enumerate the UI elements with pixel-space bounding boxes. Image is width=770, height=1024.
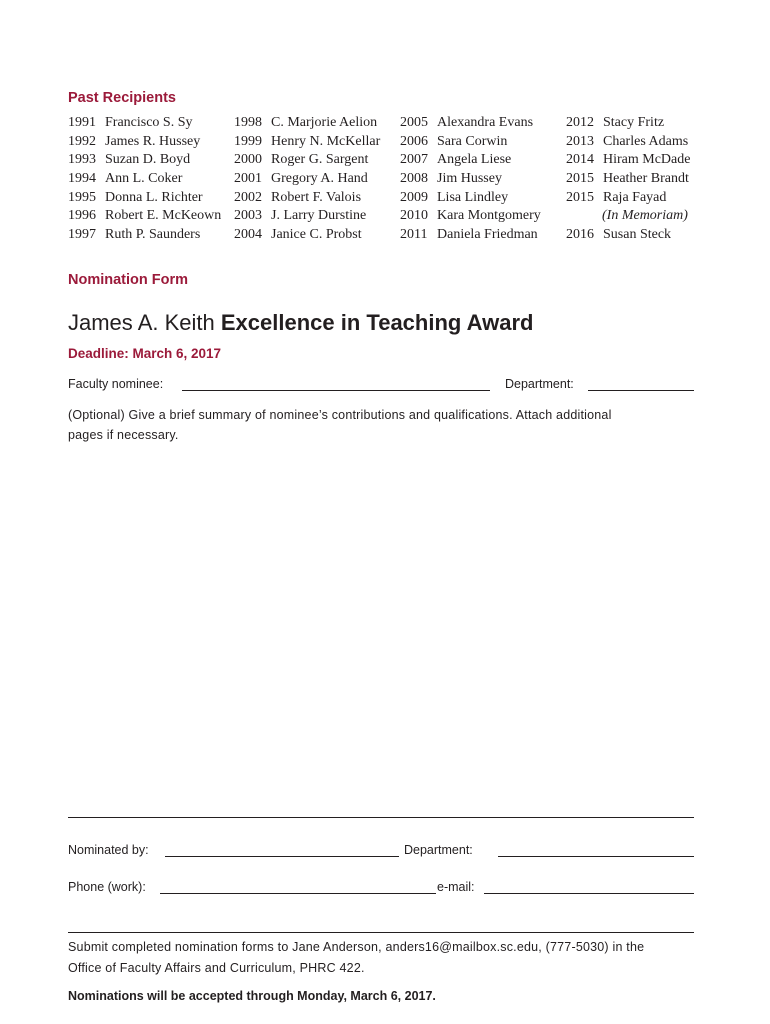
recipient-row (400, 114, 541, 133)
recipient-name: Henry N. McKellar (271, 133, 381, 149)
recipient-name: Suzan D. Boyd (105, 152, 191, 168)
recipient-name: Jim Hussey (437, 171, 502, 187)
recipient-row (400, 207, 541, 226)
recipient-row (566, 170, 690, 189)
recipient-year: 2006 (400, 133, 428, 149)
recipient-name: Robert F. Valois (271, 189, 362, 205)
recipient-year: 2015 (566, 171, 594, 187)
recipient-year: 2007 (400, 152, 428, 168)
phone-field[interactable] (160, 893, 436, 894)
recipient-year: 2005 (400, 115, 428, 130)
recipient-year: 2010 (400, 208, 428, 224)
recipient-row (566, 189, 690, 208)
recipient-year: 1999 (234, 133, 262, 149)
recipients-column-2 (234, 114, 380, 245)
recipient-year: 2012 (566, 115, 594, 130)
recipient-year: 2009 (400, 189, 428, 205)
recipient-name: Kara Montgomery (437, 208, 541, 224)
recipient-name: Robert E. McKeown (105, 208, 222, 224)
recipient-row (566, 226, 690, 245)
recipient-row (68, 207, 221, 226)
recipient-memoriam-note-row (566, 207, 690, 226)
recipient-row (234, 207, 380, 226)
recipient-row (68, 226, 221, 245)
recipient-name: Roger G. Sargent (271, 152, 369, 168)
department-field[interactable] (588, 390, 694, 391)
recipient-name: Ann L. Coker (105, 171, 183, 187)
recipient-name: C. Marjorie Aelion (271, 115, 378, 130)
recipient-name: Angela Liese (437, 152, 512, 168)
recipient-year: 2001 (234, 171, 262, 187)
department-label: Department: (505, 377, 574, 391)
nominated-by-field[interactable] (165, 856, 399, 857)
recipient-row (234, 133, 380, 152)
recipient-year: 2014 (566, 152, 594, 168)
recipients-column-3 (400, 114, 541, 245)
recipient-name: J. Larry Durstine (271, 208, 367, 224)
recipient-name: Gregory A. Hand (271, 171, 368, 187)
recipient-name: Stacy Fritz (603, 115, 665, 130)
recipient-row (68, 151, 221, 170)
past-recipients-heading: Past Recipients (68, 90, 176, 106)
recipient-year: 1995 (68, 189, 96, 205)
email-label: e-mail: (437, 880, 475, 894)
recipient-year: 1992 (68, 133, 96, 149)
award-title-bold: Excellence in Teaching Award (220, 310, 534, 335)
recipient-year: 2003 (234, 208, 262, 224)
recipient-year: 2004 (234, 227, 262, 243)
closing-note: Nominations will be accepted through Monday, March 6, 2017. (68, 989, 436, 1003)
recipient-year: 1998 (234, 115, 262, 130)
recipient-name: Donna L. Richter (105, 189, 203, 205)
submit-line-1: Submit completed nomination forms to Jane Anderson, anders16@mailbox.sc.edu, (777-5030) in the (68, 940, 645, 954)
submit-instructions (68, 937, 728, 979)
recipient-row (68, 114, 221, 133)
recipient-year: 1994 (68, 171, 96, 187)
recipient-name: Lisa Lindley (437, 189, 509, 205)
recipient-name: Daniela Friedman (437, 227, 538, 243)
recipient-row (234, 226, 380, 245)
recipient-year: 2000 (234, 152, 262, 168)
recipient-name: Francisco S. Sy (105, 115, 193, 130)
recipient-row (234, 170, 380, 189)
recipient-name: Ruth P. Saunders (105, 227, 201, 243)
recipients-column-1 (68, 114, 221, 245)
award-title (68, 310, 533, 336)
recipient-year: 2008 (400, 171, 428, 187)
recipient-name: Janice C. Probst (271, 227, 362, 243)
phone-label: Phone (work): (68, 880, 146, 894)
nominated-by-label: Nominated by: (68, 843, 149, 857)
recipient-row (234, 151, 380, 170)
recipient-name: Sara Corwin (437, 133, 508, 149)
recipient-name: Alexandra Evans (437, 115, 534, 130)
recipient-row (400, 226, 541, 245)
summary-line-2: pages if necessary. (68, 428, 179, 442)
recipient-year: 2002 (234, 189, 262, 205)
deadline: Deadline: March 6, 2017 (68, 346, 222, 361)
in-memoriam-note: (In Memoriam) (602, 208, 688, 224)
recipient-year: 2013 (566, 133, 594, 149)
recipient-row (400, 189, 541, 208)
recipient-name: Hiram McDade (603, 152, 691, 168)
recipient-row (400, 151, 541, 170)
recipient-year: 2011 (400, 227, 428, 243)
recipient-year: 2015 (566, 189, 594, 205)
award-title-name: James A. Keith (68, 310, 215, 335)
faculty-nominee-field[interactable] (182, 390, 490, 391)
recipient-row (234, 189, 380, 208)
department-field-2[interactable] (498, 856, 694, 857)
divider (68, 817, 694, 818)
recipient-year: 2016 (566, 227, 594, 243)
recipient-row (566, 133, 690, 152)
recipient-name: James R. Hussey (105, 133, 201, 149)
recipient-row (234, 114, 380, 133)
recipient-name: Heather Brandt (603, 171, 689, 187)
recipient-row (68, 133, 221, 152)
summary-instructions (68, 405, 708, 445)
department-label-2: Department: (404, 843, 473, 857)
recipient-row (400, 170, 541, 189)
recipient-row (68, 189, 221, 208)
recipient-row (566, 114, 690, 133)
recipient-name: Charles Adams (603, 133, 689, 149)
divider (68, 932, 694, 933)
recipient-row (566, 151, 690, 170)
recipient-name: Susan Steck (603, 227, 672, 243)
summary-textarea[interactable] (68, 448, 694, 816)
email-field[interactable] (484, 893, 694, 894)
recipient-row (68, 170, 221, 189)
recipients-column-4 (566, 114, 690, 245)
recipient-year: 1996 (68, 208, 96, 224)
recipient-name: Raja Fayad (603, 189, 667, 205)
recipient-row (400, 133, 541, 152)
summary-line-1: (Optional) Give a brief summary of nominee’s contributions and qualifications. Attach additional (68, 408, 612, 422)
faculty-nominee-label: Faculty nominee: (68, 377, 164, 391)
recipient-year: 1993 (68, 152, 96, 168)
submit-line-2: Office of Faculty Affairs and Curriculum, PHRC 422. (68, 961, 365, 975)
recipient-year: 1991 (68, 115, 96, 130)
nomination-form-heading: Nomination Form (68, 272, 189, 288)
recipient-year: 1997 (68, 227, 96, 243)
